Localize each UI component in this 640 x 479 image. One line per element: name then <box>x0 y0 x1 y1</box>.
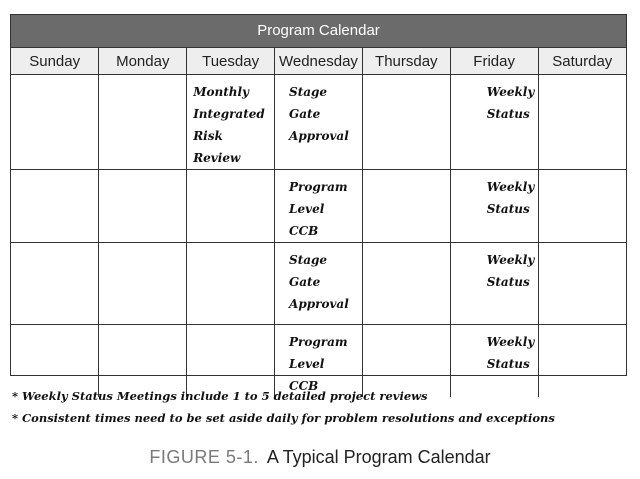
day-cell <box>362 75 450 170</box>
event-stage-gate-approval: Stage Gate Approval <box>289 253 349 311</box>
day-cell <box>538 75 626 170</box>
event-program-level-ccb: Program Level CCB <box>289 180 348 238</box>
day-cell <box>275 170 363 243</box>
day-cell <box>538 243 626 325</box>
program-calendar <box>10 14 627 393</box>
day-cell <box>187 243 275 325</box>
event-monthly-risk-review: Monthly Integrated Risk Review <box>193 85 265 165</box>
day-cell <box>99 243 187 325</box>
event-weekly-status: Weekly Status <box>486 335 535 371</box>
weekday-saturday: Saturday <box>538 48 626 75</box>
day-cell <box>187 170 275 243</box>
weekday-header-row <box>11 48 626 75</box>
figure-number: FIGURE 5-1. <box>149 447 259 467</box>
weekday-monday: Monday <box>99 48 187 75</box>
calendar-footnotes <box>12 385 628 429</box>
weekday-sunday: Sunday <box>11 48 99 75</box>
weekday-wednesday: Wednesday <box>275 48 363 75</box>
calendar-grid <box>11 48 626 397</box>
day-cell <box>450 243 538 325</box>
calendar-week-row <box>11 243 626 325</box>
day-cell <box>11 170 99 243</box>
day-cell <box>99 170 187 243</box>
footnote-weekly-status: * Weekly Status Meetings include 1 to 5 detailed project reviews <box>12 389 428 403</box>
day-cell <box>362 170 450 243</box>
day-cell <box>450 170 538 243</box>
day-cell <box>187 75 275 170</box>
figure-title: A Typical Program Calendar <box>266 447 491 467</box>
calendar-week-row <box>11 75 626 170</box>
day-cell <box>99 75 187 170</box>
day-cell <box>11 243 99 325</box>
weekday-friday: Friday <box>450 48 538 75</box>
day-cell <box>11 75 99 170</box>
footnote-consistent-times: * Consistent times need to be set aside daily for problem resolutions and exceptions <box>12 411 555 425</box>
day-cell <box>450 75 538 170</box>
calendar-week-row <box>11 170 626 243</box>
event-weekly-status: Weekly Status <box>486 180 535 216</box>
figure-caption <box>0 447 640 468</box>
day-cell <box>275 243 363 325</box>
event-weekly-status: Weekly Status <box>486 85 535 121</box>
day-cell <box>362 243 450 325</box>
event-program-level-ccb: Program Level CCB <box>289 335 348 393</box>
event-weekly-status: Weekly Status <box>486 253 535 289</box>
day-cell <box>275 75 363 170</box>
weekday-thursday: Thursday <box>362 48 450 75</box>
calendar-title: Program Calendar <box>11 15 626 48</box>
event-stage-gate-approval: Stage Gate Approval <box>289 85 349 143</box>
day-cell <box>538 170 626 243</box>
weekday-tuesday: Tuesday <box>187 48 275 75</box>
